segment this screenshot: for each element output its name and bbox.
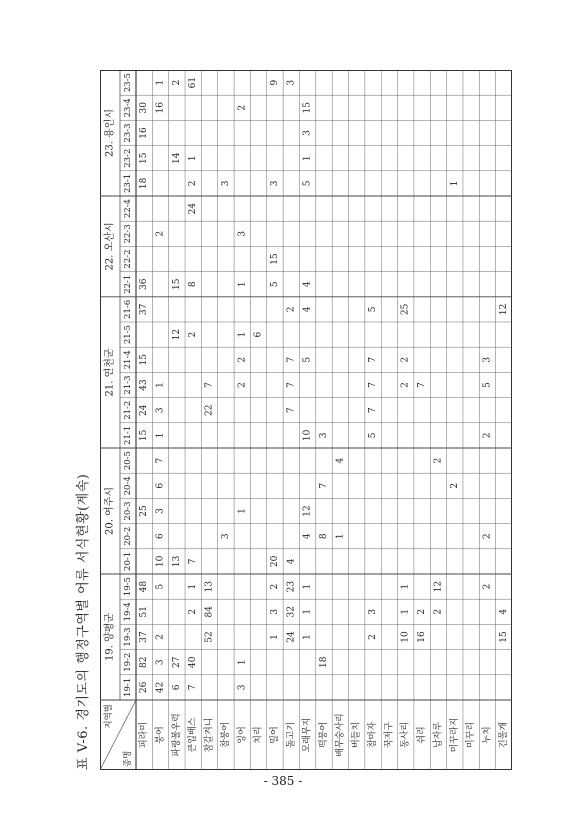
species-name: 돌고기 xyxy=(286,721,297,749)
species-name: 미꾸라지 xyxy=(449,717,460,753)
count-cell: 3 xyxy=(155,407,166,414)
count-cell: 5 xyxy=(269,281,280,288)
count-cell: 2 xyxy=(155,230,166,237)
count-cell: 5 xyxy=(302,180,313,187)
column-code-header: 22-3 xyxy=(123,224,133,244)
count-cell: 1 xyxy=(237,281,248,288)
species-name: 동사리 xyxy=(400,721,411,749)
count-cell: 7 xyxy=(368,382,379,388)
count-cell: 3 xyxy=(237,230,248,237)
count-cell: 1 xyxy=(155,79,166,86)
count-cell: 5 xyxy=(368,432,379,439)
group-header: 23. 용인시 xyxy=(104,108,116,158)
count-cell: 10 xyxy=(155,555,166,568)
species-name: 꾹저구 xyxy=(384,721,395,749)
column-code-header: 21-2 xyxy=(123,400,133,420)
count-cell: 3 xyxy=(269,180,280,187)
count-cell: 5 xyxy=(155,583,166,590)
count-cell: 15 xyxy=(498,631,509,643)
species-name: 참갈겨니 xyxy=(204,717,215,753)
count-cell: 3 xyxy=(302,130,313,136)
count-cell: 2 xyxy=(237,104,248,111)
count-cell: 3 xyxy=(237,684,248,691)
count-cell: 25 xyxy=(139,505,150,517)
column-code-header: 19-3 xyxy=(123,627,133,647)
count-cell: 4 xyxy=(302,281,313,288)
count-cell: 15 xyxy=(302,102,313,114)
count-cell: 1 xyxy=(400,583,411,590)
count-cell: 7 xyxy=(286,407,297,414)
count-cell: 2 xyxy=(368,634,379,640)
species-name: 파랑볼우럭 xyxy=(171,713,182,757)
column-code-header: 23-5 xyxy=(123,73,133,93)
count-cell: 16 xyxy=(139,127,150,139)
count-cell: 2 xyxy=(155,634,166,640)
species-name: 누치 xyxy=(482,726,493,744)
count-cell: 12 xyxy=(498,303,509,316)
corner-label-species: 종명 xyxy=(123,750,133,767)
count-cell: 3 xyxy=(482,356,493,363)
column-code-header: 20-1 xyxy=(123,551,133,571)
column-code-header: 21-4 xyxy=(123,350,133,370)
count-cell: 36 xyxy=(139,278,150,290)
count-cell: 5 xyxy=(368,306,379,313)
count-cell: 7 xyxy=(286,356,297,363)
count-cell: 1 xyxy=(302,155,313,162)
count-cell: 1 xyxy=(400,608,411,615)
count-cell: 15 xyxy=(269,253,280,265)
count-cell: 7 xyxy=(417,382,428,388)
count-cell: 7 xyxy=(204,382,215,388)
count-cell: 7 xyxy=(286,382,297,388)
species-name: 붕어 xyxy=(155,726,166,744)
count-cell: 1 xyxy=(188,155,199,162)
count-cell: 32 xyxy=(286,606,297,618)
count-cell: 15 xyxy=(139,152,150,164)
count-cell: 25 xyxy=(400,303,411,316)
group-header: 19. 양평군 xyxy=(104,612,116,662)
count-cell: 30 xyxy=(139,102,150,114)
species-name: 버들치 xyxy=(351,721,362,749)
count-cell: 4 xyxy=(302,533,313,540)
count-cell: 1 xyxy=(155,432,166,439)
count-cell: 14 xyxy=(171,152,182,164)
column-code-header: 21-6 xyxy=(123,299,133,319)
species-table-grid xyxy=(100,70,512,770)
species-name: 큰입배스 xyxy=(188,717,199,753)
count-cell: 16 xyxy=(155,102,166,114)
count-cell: 10 xyxy=(302,429,313,442)
count-cell: 1 xyxy=(302,608,313,615)
count-cell: 4 xyxy=(335,457,346,464)
count-cell: 27 xyxy=(171,656,182,668)
column-code-header: 20-5 xyxy=(123,451,133,471)
count-cell: 26 xyxy=(139,681,150,694)
count-cell: 15 xyxy=(139,354,150,366)
count-cell: 9 xyxy=(269,79,280,86)
count-cell: 1 xyxy=(237,508,248,514)
count-cell: 48 xyxy=(139,580,150,593)
count-cell: 2 xyxy=(188,608,199,615)
count-cell: 82 xyxy=(139,656,150,668)
column-code-header: 19-1 xyxy=(123,677,133,697)
column-code-header: 22-1 xyxy=(123,274,133,294)
count-cell: 24 xyxy=(286,631,297,643)
count-cell: 20 xyxy=(269,555,280,568)
count-cell: 1 xyxy=(302,583,313,590)
count-cell: 8 xyxy=(319,533,329,540)
count-cell: 7 xyxy=(368,356,379,363)
species-name: 피라미 xyxy=(139,721,150,749)
count-cell: 23 xyxy=(286,580,297,593)
species-name: 참마자 xyxy=(368,721,379,749)
count-cell: 7 xyxy=(188,684,199,691)
rotated-table-content xyxy=(72,65,512,770)
count-cell: 1 xyxy=(155,382,166,388)
count-cell: 13 xyxy=(204,580,215,593)
count-cell: 1 xyxy=(237,331,248,338)
column-code-header: 19-2 xyxy=(123,652,133,672)
count-cell: 6 xyxy=(155,533,166,540)
count-cell: 52 xyxy=(204,631,215,643)
count-cell: 6 xyxy=(253,331,264,338)
count-cell: 3 xyxy=(319,432,329,439)
count-cell: 10 xyxy=(400,631,411,643)
column-code-header: 22-4 xyxy=(123,199,133,219)
count-cell: 2 xyxy=(237,356,248,363)
count-cell: 24 xyxy=(139,404,150,416)
count-cell: 3 xyxy=(155,508,166,514)
count-cell: 4 xyxy=(302,306,313,313)
count-cell: 2 xyxy=(188,180,199,187)
species-name: 배무숭사리 xyxy=(335,713,346,757)
group-header: 21. 연천군 xyxy=(104,348,116,397)
count-cell: 2 xyxy=(400,382,411,388)
count-cell: 3 xyxy=(368,608,379,615)
count-cell: 4 xyxy=(498,608,509,615)
column-code-header: 21-5 xyxy=(123,325,133,345)
count-cell: 2 xyxy=(171,79,182,86)
column-code-header: 21-3 xyxy=(123,375,133,395)
species-name: 미꾸리 xyxy=(466,721,477,749)
count-cell: 2 xyxy=(482,432,493,439)
count-cell: 2 xyxy=(269,583,280,590)
count-cell: 2 xyxy=(433,608,444,615)
count-cell: 37 xyxy=(139,303,150,316)
count-cell: 1 xyxy=(449,180,460,187)
table-caption: 표 V-6. 경기도의 행정구역별 어류 서식현황(계속) xyxy=(76,473,91,770)
count-cell: 3 xyxy=(220,180,231,187)
count-cell: 7 xyxy=(319,482,329,489)
column-code-header: 19-4 xyxy=(123,602,133,622)
column-code-header: 19-5 xyxy=(123,577,133,597)
count-cell: 2 xyxy=(482,533,493,540)
count-cell: 12 xyxy=(433,580,444,593)
count-cell: 3 xyxy=(155,659,166,666)
species-name: 잉어 xyxy=(237,726,248,744)
count-cell: 1 xyxy=(237,659,248,666)
count-cell: 43 xyxy=(139,379,150,391)
count-cell: 4 xyxy=(286,558,297,565)
count-cell: 5 xyxy=(482,382,493,388)
count-cell: 22 xyxy=(204,404,215,416)
count-cell: 40 xyxy=(188,656,199,668)
count-cell: 16 xyxy=(417,631,428,643)
count-cell: 6 xyxy=(171,684,182,691)
column-code-header: 20-3 xyxy=(123,501,133,521)
species-name: 참붕어 xyxy=(220,721,231,749)
count-cell: 2 xyxy=(433,457,444,464)
count-cell: 24 xyxy=(188,202,199,215)
count-cell: 7 xyxy=(155,457,166,464)
count-cell: 7 xyxy=(188,558,199,565)
count-cell: 1 xyxy=(335,533,346,540)
column-code-header: 23-1 xyxy=(123,173,133,193)
group-header: 20. 여주시 xyxy=(104,486,116,536)
count-cell: 12 xyxy=(302,505,313,517)
column-code-header: 22-2 xyxy=(123,249,133,269)
count-cell: 15 xyxy=(171,278,182,290)
count-cell: 2 xyxy=(417,608,428,615)
species-table xyxy=(100,70,512,770)
corner-label-region: 지역별 xyxy=(104,704,114,729)
count-cell: 6 xyxy=(155,482,166,489)
count-cell: 15 xyxy=(139,429,150,442)
count-cell: 61 xyxy=(188,76,199,89)
count-cell: 18 xyxy=(319,656,329,668)
count-cell: 3 xyxy=(269,608,280,615)
column-code-header: 20-2 xyxy=(123,526,133,546)
count-cell: 1 xyxy=(188,583,199,590)
count-cell: 42 xyxy=(155,681,166,694)
count-cell: 2 xyxy=(286,306,297,313)
species-name: 떡붕어 xyxy=(319,721,329,749)
column-code-header: 21-1 xyxy=(123,425,133,445)
count-cell: 51 xyxy=(139,606,150,618)
column-code-header: 20-4 xyxy=(123,476,133,496)
count-cell: 8 xyxy=(188,281,199,288)
column-code-header: 23-4 xyxy=(123,98,133,118)
count-cell: 12 xyxy=(171,328,182,341)
count-cell: 1 xyxy=(302,634,313,640)
count-cell: 5 xyxy=(302,356,313,363)
count-cell: 7 xyxy=(368,407,379,414)
page-number: - 385 - xyxy=(263,774,303,788)
species-name: 밀어 xyxy=(269,726,280,744)
count-cell: 2 xyxy=(237,382,248,388)
count-cell: 13 xyxy=(171,555,182,568)
species-name: 쉬리 xyxy=(417,726,428,744)
count-cell: 2 xyxy=(400,356,411,363)
species-name: 긴몰개 xyxy=(498,721,509,749)
count-cell: 2 xyxy=(482,583,493,590)
count-cell: 1 xyxy=(269,634,280,640)
count-cell: 2 xyxy=(188,331,199,338)
count-cell: 37 xyxy=(139,631,150,643)
count-cell: 2 xyxy=(449,482,460,489)
species-name: 치리 xyxy=(253,726,264,744)
group-header: 22. 오산시 xyxy=(104,222,116,271)
column-code-header: 23-3 xyxy=(123,123,133,143)
column-code-header: 23-2 xyxy=(123,148,133,168)
species-name: 모래무지 xyxy=(302,717,313,753)
species-name: 납자루 xyxy=(433,721,444,749)
count-cell: 84 xyxy=(204,606,215,618)
count-cell: 18 xyxy=(139,177,150,190)
count-cell: 3 xyxy=(286,79,297,86)
count-cell: 3 xyxy=(220,533,231,540)
